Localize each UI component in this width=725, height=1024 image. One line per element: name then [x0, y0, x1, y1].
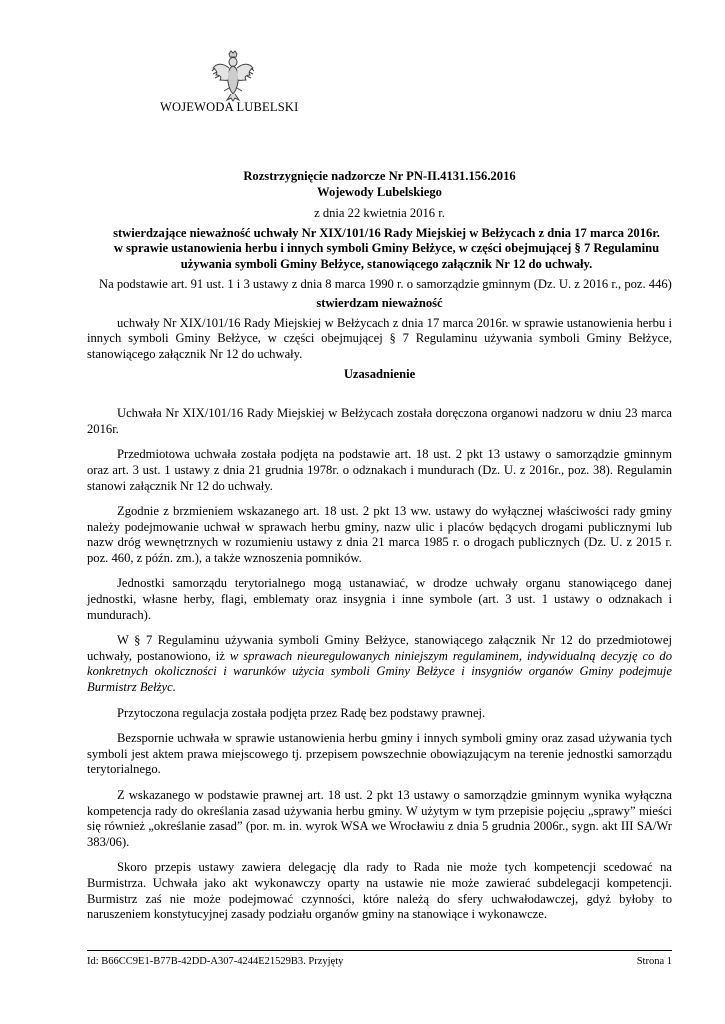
justification-paragraph: Skoro przepis ustawy zawiera delegację dla rady to Rada nie może tych kompetencji scedować na Burmistrza. Uchwała jako akt wykonawczy oparty na ustawie nie może zawierać subdelegacji kompetencji. Burmistrz zaś nie może podejmować czynności, które należą do sfery uchwałodawczej, gdyż byłoby to naruszeniem konstytucyjnej zasady podziału organów gminy na stanowiące i wykonawcze. — [87, 860, 672, 922]
document-author: Wojewody Lubelskiego — [317, 184, 442, 199]
polish-eagle-emblem-icon — [210, 50, 256, 102]
justification-paragraph: Uchwała Nr XIX/101/16 Rady Miejskiej w Bełżycach została doręczona organowi nadzoru w dniu 23 marca 2016r. — [87, 406, 672, 436]
paragraph-text: W § 7 Regulaminu używania symboli Gminy Bełżyce, stanowiącego załącznik Nr 12 do przedmiotowej uchwały, postanowiono, iż — [87, 633, 672, 663]
justification-paragraph: Z wskazanego w podstawie prawnej art. 18 ust. 2 pkt 13 ustawy o samorządzie gminnym wynika wyłączna kompetencja rady do określania zasad używania herbu gminy. W użytym w tym przepisie pojęciu „sprawy” mieści się również „określanie zasad” (por. m. in. wyrok WSA we Wrocławiu z dnia 5 grudnia 2006r., sygn. akt III SA/Wr 383/06). — [87, 788, 672, 849]
justification-paragraph: Bezspornie uchwała w sprawie ustanowienia herbu gminy i innych symboli gminy oraz zasad używania tych symboli jest aktem prawa miejscowego tj. przepisem powszechnie obowiązującym na terenie jednostki samorządu terytorialnego. — [87, 731, 672, 777]
footer-divider — [87, 950, 672, 951]
decision-text: uchwały Nr XIX/101/16 Rady Miejskiej w Bełżycach z dnia 17 marca 2016r. w sprawie ustanowienia herbu i innych symboli Gminy Bełżyce, w części obejmującej § 7 Regulaminu używania symboli Gminy Bełżyce, stanowiącego załącznik Nr 12 do uchwały. — [87, 315, 672, 361]
quoted-regulation: w sprawach nieuregulowanych niniejszym regulaminem, indywidualną decyzję co do konkretnych okoliczności i warunków użycia symboli Gminy Bełżyce i insygniów organów Gminy podejmuje Burmistrz Bełżyc. — [87, 648, 672, 695]
document-subject: stwierdzające nieważność uchwały Nr XIX/101/16 Rady Miejskiej w Bełżycach z dnia 17 marca 2016r. w sprawie ustanowienia herbu i innych symboli Gminy Bełżyce, w części obejmującej § 7 Regulaminu używania symboli Gminy Bełżyce, stanowiącego załącznik Nr 12 do uchwały. — [113, 225, 660, 271]
legal-basis: Na podstawie art. 91 ust. 1 i 3 ustawy z dnia 8 marca 1990 r. o samorządzie gminnym (Dz. U. z 2016 r., poz. 446) — [99, 276, 672, 291]
footer-page-number: Strona 1 — [636, 956, 672, 967]
justification-paragraph: Przytoczona regulacja została podjęta przez Radę bez podstawy prawnej. — [117, 705, 486, 720]
justification-paragraph: Zgodnie z brzmieniem wskazanego art. 18 ust. 2 pkt 13 ww. ustawy do wyłącznej właściwości rady gminy należy podejmowanie uchwał w sprawach herbu gminy, nazw ulic i placów będących drogami publicznymi lub nazw dróg wewnętrznych w rozumieniu ustawy z dnia 21 marca 1985 r. o drogach publicznych (Dz. U. z 2015 r. poz. 460, z późn. zm.), a także wznoszenia pomników. — [87, 504, 672, 565]
justification-paragraph: Przedmiotowa uchwała została podjęta na podstawie art. 18 ust. 2 pkt 13 ustawy o samorządzie gminnym oraz art. 3 ust. 1 ustawy z dnia 21 grudnia 1978r. o odznakach i mundurach (Dz. U. z 2016r., poz. 38). Regulamin stanowi załącznik Nr 12 do uchwały. — [87, 447, 672, 493]
document-date: z dnia 22 kwietnia 2016 r. — [314, 206, 445, 221]
justification-paragraph — [87, 633, 672, 695]
justification-heading: Uzasadnienie — [343, 366, 416, 381]
document-title: Rozstrzygnięcie nadzorcze Nr PN-II.4131.156.2016 — [243, 169, 516, 183]
justification-paragraph: Jednostki samorządu terytorialnego mogą ustanawiać, w drodze uchwały organu stanowiącego danej jednostki, własne herby, flagi, emblematy oraz insygnia i inne symbole (art. 3 ust. 1 ustawy o odznakach i mundurach). — [87, 576, 672, 622]
issuing-authority: WOJEWODA LUBELSKI — [160, 100, 299, 114]
decision-heading: stwierdzam nieważność — [316, 296, 443, 311]
document-body — [87, 169, 672, 923]
footer-document-id: Id: B66CC9E1-B77B-42DD-A307-4244E21529B3. Przyjęty — [87, 956, 344, 967]
